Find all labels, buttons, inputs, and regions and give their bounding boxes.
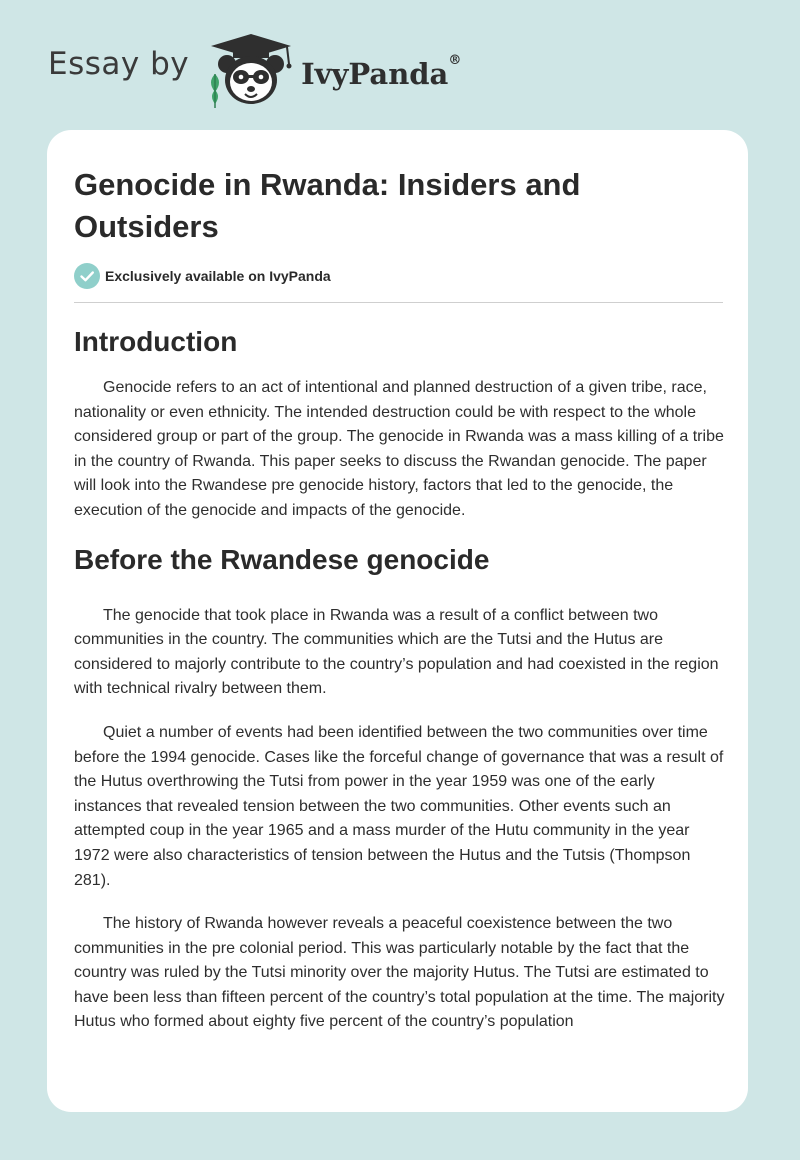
exclusive-badge-text: Exclusively available on IvyPanda bbox=[105, 268, 331, 284]
paragraph: The history of Rwanda however reveals a peaceful coexistence between the two communities in the pre colonial period. This was particularly notable by the fact that the country was ruled by the Tutsi minority over the majority Hutus. The Tutsi are estimated to have been less than fifteen percent of the country’s total population at the time. The majority Hutus who formed about eighty five percent of the country’s population bbox=[74, 915, 725, 1031]
paragraph: The genocide that took place in Rwanda was a result of a conflict between two communities in the country. The communities which are the Tutsi and the Hutus are considered to majorly contribute to the country’s population and had coexisted in the region with technical rivalry between them. bbox=[74, 606, 719, 698]
panda-graduate-icon bbox=[203, 30, 299, 110]
brand-name: IvyPanda® bbox=[301, 53, 462, 91]
paragraph: Genocide refers to an act of intentional and planned destruction of a given tribe, race, nationality or even ethnicity. The intended destruction could be with respect to the whole considered group or part of the group. The genocide in Rwanda was a mass killing of a tribe in the country of Rwanda. This paper seeks to discuss the Rwandan genocide. The paper will look into the Rwandese pre genocide history, factors that led to the genocide, the execution of the genocide and impacts of the genocide. bbox=[74, 379, 724, 519]
section-heading-before-genocide: Before the Rwandese genocide bbox=[74, 543, 490, 575]
divider bbox=[74, 302, 723, 303]
brand-prefix: Essay by bbox=[48, 46, 190, 82]
exclusive-badge bbox=[74, 263, 331, 289]
brand-header[interactable] bbox=[48, 30, 461, 110]
essay-body bbox=[74, 322, 726, 1035]
paragraph: Quiet a number of events had been identified between the two communities over time before the 1994 genocide. Cases like the forceful change of governance that was a result of the Hutus overthrowing the Tutsi from power in the year 1959 was one of the early instances that revealed tension between the two communities. Other events such an attempted coup in the year 1965 and a mass murder of the Hutu community in the year 1972 were also characteristics of tension between the Hutus and the Tutsis (Thompson 281). bbox=[74, 723, 724, 889]
section-heading-introduction: Introduction bbox=[74, 326, 238, 357]
essay-card bbox=[47, 130, 748, 1112]
page-title: Genocide in Rwanda: Insiders and Outsiders bbox=[74, 167, 581, 244]
check-circle-icon bbox=[74, 263, 100, 289]
brand-registered-mark: ® bbox=[448, 53, 462, 68]
